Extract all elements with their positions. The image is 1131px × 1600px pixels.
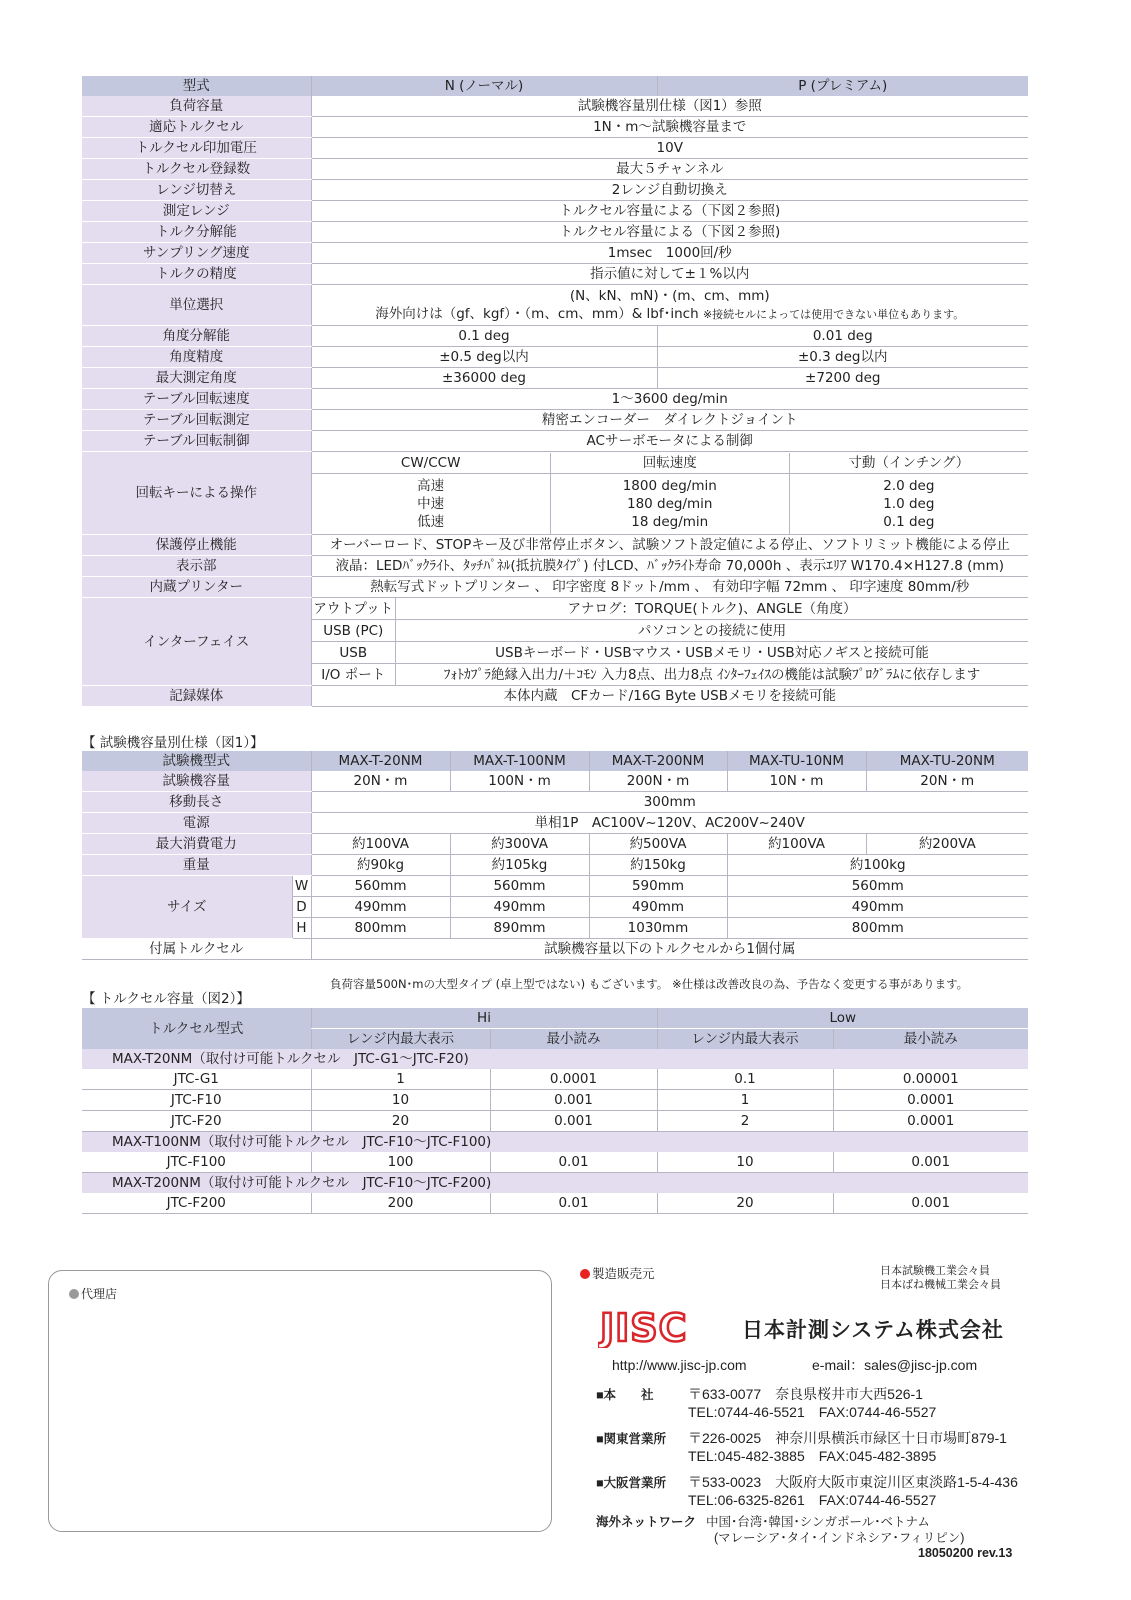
iface-name: USB (PC) xyxy=(312,620,396,642)
association xyxy=(880,1264,1001,1292)
spec-row-angle-res xyxy=(82,326,1028,347)
spec-value: 2レンジ自動切換え xyxy=(311,180,1028,201)
spec-label: トルクの精度 xyxy=(82,264,311,285)
fig2-sub: レンジ内最大表示 xyxy=(311,1029,490,1050)
spec-header-premium: P (プレミアム) xyxy=(657,76,1028,96)
maker-label xyxy=(580,1264,655,1282)
fig2-row xyxy=(82,1090,1028,1111)
unit-note: ※接続セルによっては使用できない単位もあります。 xyxy=(702,307,965,321)
rotation-subtable xyxy=(312,453,1029,534)
spec-value: 液晶：LEDﾊﾞｯｸﾗｲﾄ、ﾀｯﾁﾊﾟﾈﾙ(抵抗膜ﾀｲﾌﾟ) 付LCD、ﾊﾞｯｸﾗｲﾄ寿命 70,000h 、表示ｴﾘｱ W170.4×H127.8 (mm) xyxy=(311,556,1028,577)
fig1-weight: 約105kg xyxy=(450,855,589,876)
spec-row-protection xyxy=(82,535,1028,556)
fig1-label: サイズ xyxy=(82,876,292,939)
fig2-cell: 1 xyxy=(311,1069,490,1090)
spec-row-printer xyxy=(82,577,1028,598)
spec-label: テーブル回転測定 xyxy=(82,410,311,431)
fig1-value: 単相1P AC100V~120V、AC200V~240V xyxy=(311,813,1028,834)
fig1-title: 【 試験機容量別仕様（図1）】 xyxy=(82,735,264,751)
assoc-2: 日本ばね機械工業会々員 xyxy=(880,1278,1001,1291)
spec-value: トルクセル容量による（下図２参照) xyxy=(311,222,1028,243)
fig2-cell-model: JTC-F100 xyxy=(82,1152,311,1173)
spec-value: 1msec 1000回/秒 xyxy=(311,243,1028,264)
spec-label: 保護停止機能 xyxy=(82,535,311,556)
inch-low: 0.1 deg xyxy=(883,513,935,530)
fig1-model: MAX-T-100NM xyxy=(450,751,589,771)
fig1-size: 490mm xyxy=(727,897,1028,918)
fig2-group-title: MAX-T20NM（取付け可能トルクセル JTC-G1～JTC-F20) xyxy=(82,1049,1028,1069)
assoc-1: 日本試験機工業会々員 xyxy=(880,1264,990,1277)
fig1-row-capacity xyxy=(82,771,1028,792)
fig2-sub: 最小読み xyxy=(490,1029,657,1050)
spec-label: 内蔵プリンター xyxy=(82,577,311,598)
fig2-cell-model: JTC-F20 xyxy=(82,1111,311,1132)
fig2-cell: 0.0001 xyxy=(490,1069,657,1090)
office-address: 〒633-0077 奈良県桜井市大西526-1 xyxy=(688,1386,923,1402)
fig2-group xyxy=(82,1132,1028,1153)
fig2-cell: 0.01 xyxy=(490,1152,657,1173)
spec-row-unit xyxy=(82,285,1028,326)
company-url[interactable]: http://www.jisc-jp.com xyxy=(612,1357,747,1373)
agent-box xyxy=(48,1270,552,1532)
office-item xyxy=(596,1474,1036,1514)
overseas-line-1: 中国･台湾･韓国･シンガポール･ベトナム xyxy=(706,1515,930,1529)
fig2-row xyxy=(82,1193,1028,1214)
spec-row-range-switch xyxy=(82,180,1028,201)
spec-row-media xyxy=(82,686,1028,707)
fig1-label: 電源 xyxy=(82,813,311,834)
fig1-row-accessory xyxy=(82,939,1028,960)
fig2-cell: 0.0001 xyxy=(833,1090,1028,1111)
spec-label: テーブル回転制御 xyxy=(82,431,311,452)
fig1-model: MAX-TU-10NM xyxy=(727,751,866,771)
fig1-header-row xyxy=(82,751,1028,771)
fig1-size-axis: D xyxy=(292,897,311,918)
spec-value-normal: ±0.5 deg以内 xyxy=(311,347,657,368)
fig1-weight: 約100kg xyxy=(727,855,1028,876)
spec-value: 試験機容量別仕様（図1）参照 xyxy=(311,96,1028,117)
interface-subtable xyxy=(312,598,1029,685)
spec-value: 10V xyxy=(311,138,1028,159)
fig2-cell: 0.001 xyxy=(833,1152,1028,1173)
office-tel: TEL:045-482-3885 FAX:045-482-3895 xyxy=(688,1448,937,1464)
fig2-cell-model: JTC-G1 xyxy=(82,1069,311,1090)
fig1-size: 800mm xyxy=(727,918,1028,939)
fig1-size-axis: H xyxy=(292,918,311,939)
agent-label xyxy=(69,1285,117,1302)
fig1-size: 490mm xyxy=(311,897,450,918)
spec-row-load xyxy=(82,96,1028,117)
fig2-cell: 20 xyxy=(657,1193,833,1214)
fig1-table xyxy=(82,751,1028,960)
spec-value-premium: ±7200 deg xyxy=(657,368,1028,389)
spec-label: トルクセル印加電圧 xyxy=(82,138,311,159)
jisc-logo-icon xyxy=(598,1308,720,1348)
maker-label-text: 製造販売元 xyxy=(592,1266,655,1281)
spec-header-label: 型式 xyxy=(82,76,311,96)
office-item xyxy=(596,1386,1036,1430)
fig1-size: 590mm xyxy=(589,876,727,897)
fig2-cell: 20 xyxy=(311,1111,490,1132)
office-name: ■大阪営業所 xyxy=(596,1476,667,1490)
jisc-logo xyxy=(598,1308,720,1352)
fig1-row-size-w xyxy=(82,876,1028,897)
fig1-capacity: 100N・m xyxy=(450,771,589,792)
fig2-cell: 10 xyxy=(311,1090,490,1111)
fig2-header-row xyxy=(82,1008,1028,1029)
fig1-header-label: 試験機型式 xyxy=(82,751,311,771)
fig1-consumption: 約100VA xyxy=(311,834,450,855)
iface-name: アウトプット xyxy=(312,598,396,620)
fig1-value: 試験機容量以下のトルクセルから1個付属 xyxy=(311,939,1028,960)
spec-row-cell xyxy=(82,117,1028,138)
rotation-speed-names xyxy=(312,473,551,534)
fig1-size: 560mm xyxy=(450,876,589,897)
spec-row-table-control xyxy=(82,431,1028,452)
overseas-label: 海外ネットワーク xyxy=(596,1515,697,1529)
fig2-cell: 0.01 xyxy=(490,1193,657,1214)
rotation-subtable-cell xyxy=(311,452,1028,535)
spec-row-resolution xyxy=(82,222,1028,243)
fig1-weight: 約90kg xyxy=(311,855,450,876)
fig2-row xyxy=(82,1111,1028,1132)
fig1-capacity: 20N・m xyxy=(311,771,450,792)
spec-table xyxy=(82,76,1028,707)
interface-subtable-cell xyxy=(311,598,1028,686)
office-address: 〒226-0025 神奈川県横浜市緑区十日市場町879-1 xyxy=(688,1430,1007,1446)
fig1-row-consumption xyxy=(82,834,1028,855)
fig1-size-axis: W xyxy=(292,876,311,897)
fig1-label: 試験機容量 xyxy=(82,771,311,792)
office-name: ■本 社 xyxy=(596,1388,654,1402)
fig2-cell-model: JTC-F10 xyxy=(82,1090,311,1111)
spec-value: 熱転写式ドットプリンター 、 印字密度 8ドット/mm 、 有効印字幅 72mm 、 印字速度 80mm/秒 xyxy=(311,577,1028,598)
iface-name: I/O ポート xyxy=(321,666,386,683)
fig1-size: 1030mm xyxy=(589,918,727,939)
fig2-sub: 最小読み xyxy=(833,1029,1028,1050)
fig1-row-stroke xyxy=(82,792,1028,813)
fig1-label: 最大消費電力 xyxy=(82,834,311,855)
unit-line-1: (N、kN、mN)・(m、cm、mm) xyxy=(569,287,770,304)
spec-label: 最大測定角度 xyxy=(82,368,311,389)
spec-label: 記録媒体 xyxy=(82,686,311,707)
fig1-label: 重量 xyxy=(82,855,311,876)
spec-value: 1～3600 deg/min xyxy=(311,389,1028,410)
rotation-col-speed: 回転速度 xyxy=(550,453,789,474)
fig2-row xyxy=(82,1152,1028,1173)
rotation-col-dir: CW/CCW xyxy=(312,453,551,474)
spec-value-normal: ±36000 deg xyxy=(311,368,657,389)
spec-label: 回転キーによる操作 xyxy=(82,452,311,535)
fig2-group xyxy=(82,1049,1028,1069)
fig2-cell-model: JTC-F200 xyxy=(82,1193,311,1214)
maker-dot-icon xyxy=(580,1269,590,1279)
fig1-model: MAX-TU-20NM xyxy=(866,751,1028,771)
spec-value: オーバーロード、STOPキー及び非常停止ボタン、試験ソフト設定値による停止、ソフトリミット機能による停止 xyxy=(311,535,1028,556)
spec-label: トルクセル登録数 xyxy=(82,159,311,180)
spec-value: 1N・m～試験機容量まで xyxy=(311,117,1028,138)
fig2-row xyxy=(82,1069,1028,1090)
spec-label: サンプリング速度 xyxy=(82,243,311,264)
fig1-size: 800mm xyxy=(311,918,450,939)
fig2-title: 【 トルクセル容量（図2）】 xyxy=(82,991,250,1007)
rate-mid: 180 deg/min xyxy=(626,495,713,512)
fig1-capacity: 10N・m xyxy=(727,771,866,792)
fig2-cell: 0.0001 xyxy=(833,1111,1028,1132)
rotation-rates xyxy=(550,473,789,534)
rate-low: 18 deg/min xyxy=(631,513,709,530)
speed-high: 高速 xyxy=(417,477,445,494)
spec-value: 精密エンコーダー ダイレクトジョイント xyxy=(311,410,1028,431)
office-item xyxy=(596,1430,1036,1474)
office-tel: TEL:0744-46-5521 FAX:0744-46-5527 xyxy=(688,1404,937,1420)
iface-desc: パソコンとの接続に使用 xyxy=(396,620,1029,642)
spec-row-angle-max xyxy=(82,368,1028,389)
iface-desc: USBキーボード・USBマウス・USBメモリ・USB対応ノギスと接続可能 xyxy=(396,642,1029,664)
fig1-label: 付属トルクセル xyxy=(82,939,311,960)
fig1-row-power xyxy=(82,813,1028,834)
fig2-cell: 200 xyxy=(311,1193,490,1214)
spec-row-sampling xyxy=(82,243,1028,264)
fig1-consumption: 約100VA xyxy=(727,834,866,855)
spec-label: レンジ切替え xyxy=(82,180,311,201)
spec-row-range xyxy=(82,201,1028,222)
office-tel: TEL:06-6325-8261 FAX:0744-46-5527 xyxy=(688,1492,937,1508)
fig2-low: Low xyxy=(657,1008,1028,1029)
fig2-header-label: トルクセル型式 xyxy=(82,1008,311,1049)
spec-row-voltage xyxy=(82,138,1028,159)
company-name: 日本計測システム株式会社 xyxy=(742,1318,1004,1342)
fig2-cell: 0.001 xyxy=(833,1193,1028,1214)
unit-line-2 xyxy=(312,305,1029,324)
fig1-size: 890mm xyxy=(450,918,589,939)
spec-value: トルクセル容量による（下図２参照) xyxy=(311,201,1028,222)
fig2-cell: 0.1 xyxy=(657,1069,833,1090)
rotation-col-inch: 寸動（インチング） xyxy=(789,453,1028,474)
fig2-cell: 0.001 xyxy=(490,1111,657,1132)
fig1-capacity: 20N・m xyxy=(866,771,1028,792)
spec-row-display xyxy=(82,556,1028,577)
fig1-label: 移動長さ xyxy=(82,792,311,813)
fig1-capacity: 200N・m xyxy=(589,771,727,792)
iface-desc: ﾌｫﾄｶﾌﾟﾗ絶縁入出力/＋ｺﾓﾝ 入力8点、出力8点 ｲﾝﾀｰﾌｪｲｽの機能は試験ﾌﾟﾛｸﾞﾗﾑに依存します xyxy=(396,664,1029,686)
spec-row-angle-acc xyxy=(82,347,1028,368)
document-number: 18050200 rev.13 xyxy=(918,1546,1013,1560)
spec-row-channels xyxy=(82,159,1028,180)
spec-value: 本体内蔵 CFカード/16G Byte USBメモリを接続可能 xyxy=(311,686,1028,707)
fig2-hi: Hi xyxy=(311,1008,657,1029)
spec-label: 表示部 xyxy=(82,556,311,577)
fig1-consumption: 約500VA xyxy=(589,834,727,855)
company-email[interactable]: e-mail：sales@jisc-jp.com xyxy=(812,1357,978,1373)
spec-label: インターフェイス xyxy=(82,598,311,686)
spec-header-row xyxy=(82,76,1028,96)
spec-label: トルク分解能 xyxy=(82,222,311,243)
spec-header-normal: N (ノーマル) xyxy=(311,76,657,96)
office-list xyxy=(596,1386,1036,1546)
fig1-model: MAX-T-200NM xyxy=(589,751,727,771)
spec-row-interface xyxy=(82,598,1028,686)
spec-label: 角度分解能 xyxy=(82,326,311,347)
speed-mid: 中速 xyxy=(417,495,445,512)
fig1-model: MAX-T-20NM xyxy=(311,751,450,771)
fig1-value: 300mm xyxy=(311,792,1028,813)
spec-row-rotation xyxy=(82,452,1028,535)
jisc-logo-mark: JISC xyxy=(600,1308,688,1348)
spec-label: 適応トルクセル xyxy=(82,117,311,138)
spec-value: 最大５チャンネル xyxy=(311,159,1028,180)
spec-value-unit xyxy=(311,285,1028,326)
spec-label: 測定レンジ xyxy=(82,201,311,222)
fig2-cell: 10 xyxy=(657,1152,833,1173)
spec-row-table-measure xyxy=(82,410,1028,431)
overseas-line-2: (マレーシア･タイ･インドネシア･フィリピン) xyxy=(714,1531,965,1545)
inch-high: 2.0 deg xyxy=(883,477,935,494)
spec-label: 角度精度 xyxy=(82,347,311,368)
fig2-table xyxy=(82,1008,1028,1214)
fig2-cell: 1 xyxy=(657,1090,833,1111)
fig2-sub: レンジ内最大表示 xyxy=(657,1029,833,1050)
fig1-size: 560mm xyxy=(727,876,1028,897)
spec-value: ACサーボモータによる制御 xyxy=(311,431,1028,452)
spec-label: 単位選択 xyxy=(82,285,311,326)
office-name: ■関東営業所 xyxy=(596,1432,667,1446)
speed-low: 低速 xyxy=(417,513,445,530)
office-address: 〒533-0023 大阪府大阪市東淀川区東淡路1-5-4-436 xyxy=(688,1474,1018,1490)
agent-dot-icon xyxy=(69,1289,79,1299)
fig2-cell: 100 xyxy=(311,1152,490,1173)
spec-row-accuracy xyxy=(82,264,1028,285)
spec-value: 指示値に対して±１%以内 xyxy=(311,264,1028,285)
rate-high: 1800 deg/min xyxy=(622,477,717,494)
unit-line-2-text: 海外向けは（gf、kgf）・（m、cm、mm）& lbf･inch xyxy=(375,305,699,322)
rotation-inching xyxy=(789,473,1028,534)
spec-label: 負荷容量 xyxy=(82,96,311,117)
fig1-consumption: 約300VA xyxy=(450,834,589,855)
fig1-size: 490mm xyxy=(589,897,727,918)
spec-value-premium: 0.01 deg xyxy=(657,326,1028,347)
fig2-cell: 2 xyxy=(657,1111,833,1132)
spec-value-premium: ±0.3 deg以内 xyxy=(657,347,1028,368)
fig1-size: 490mm xyxy=(450,897,589,918)
fig1-note: 負荷容量500N･mの大型タイプ (卓上型ではない) もございます。 ※仕様は改善改良の為、予告なく変更する事があります。 xyxy=(330,977,969,991)
fig1-consumption: 約200VA xyxy=(866,834,1028,855)
fig1-row-weight xyxy=(82,855,1028,876)
fig2-group xyxy=(82,1173,1028,1194)
overseas xyxy=(596,1514,1036,1546)
fig2-cell: 0.00001 xyxy=(833,1069,1028,1090)
spec-row-table-speed xyxy=(82,389,1028,410)
fig1-weight: 約150kg xyxy=(589,855,727,876)
spec-value-normal: 0.1 deg xyxy=(311,326,657,347)
iface-desc: アナログ：TORQUE(トルク)、ANGLE（角度） xyxy=(396,598,1029,620)
fig2-group-title: MAX-T200NM（取付け可能トルクセル JTC-F10～JTC-F200) xyxy=(82,1173,1028,1194)
inch-mid: 1.0 deg xyxy=(883,495,935,512)
agent-label-text: 代理店 xyxy=(81,1287,118,1301)
fig1-size: 560mm xyxy=(311,876,450,897)
spec-label: テーブル回転速度 xyxy=(82,389,311,410)
fig2-cell: 0.001 xyxy=(490,1090,657,1111)
iface-name: USB xyxy=(312,642,396,664)
fig2-group-title: MAX-T100NM（取付け可能トルクセル JTC-F10～JTC-F100) xyxy=(82,1132,1028,1153)
